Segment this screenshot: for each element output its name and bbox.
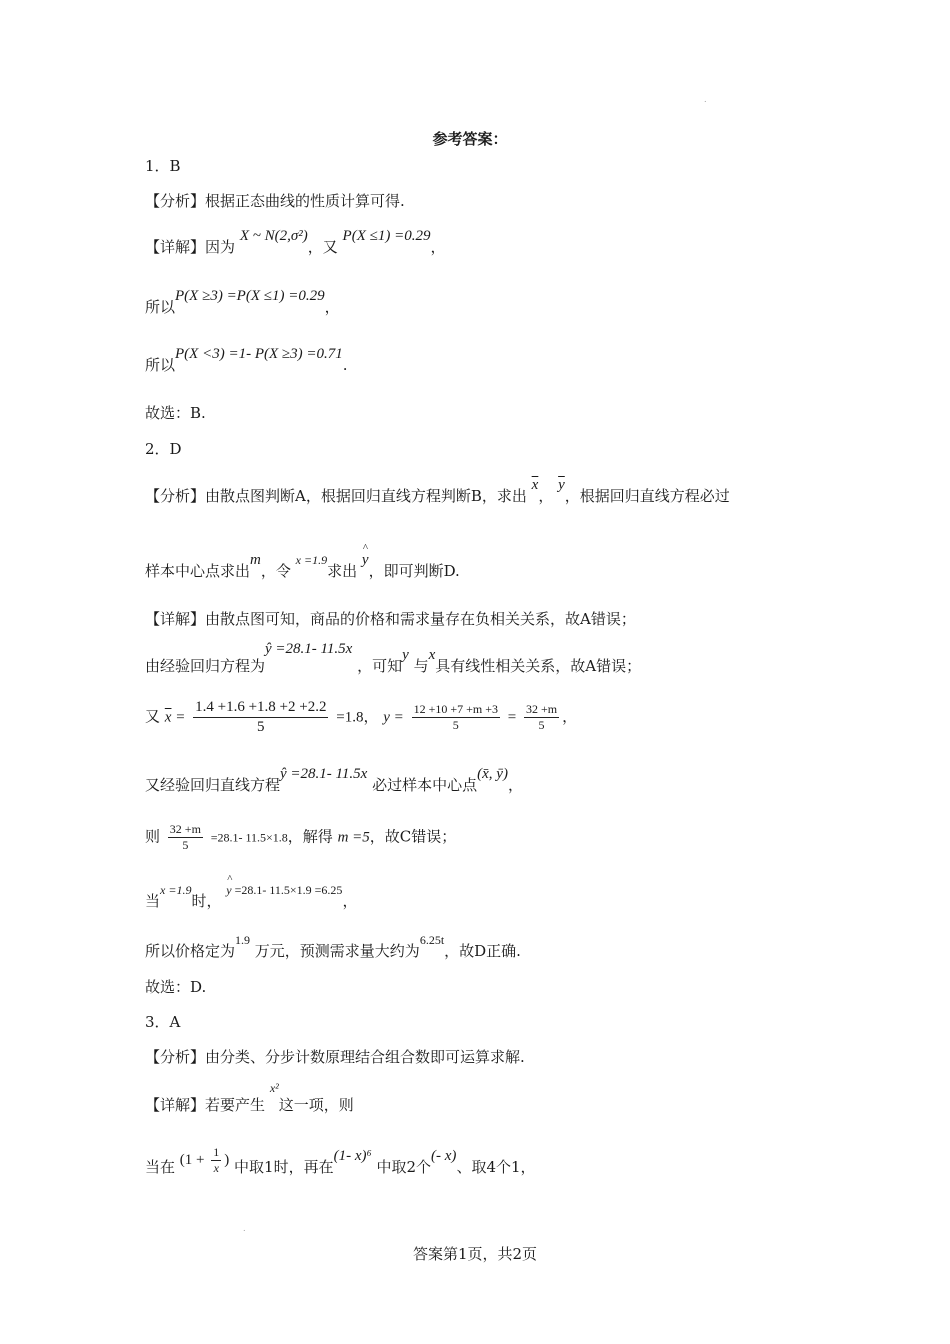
q3-mid-a: 中取1时，再在 (234, 1157, 334, 1176)
q2-m: m (250, 552, 261, 568)
q2-solve (145, 822, 456, 853)
q3-answer: 3．A (145, 1013, 181, 1031)
q1-step2 (145, 346, 348, 375)
q2-you: 又 (145, 707, 161, 726)
q2-ybar-num: 12 +10 +7 +m +3 (413, 701, 498, 716)
q2-center-pt: (x̄, ȳ) (477, 766, 508, 782)
q2-ze-den: 5 (182, 838, 189, 852)
q1-eq2: P(X <3) =1- P(X ≥3) =0.71 (175, 346, 343, 362)
q3-detail-a: 若要产生 (205, 1096, 266, 1114)
q2-dang: 当 (145, 892, 161, 910)
q1-dist: X ~ N(2,σ²) (239, 228, 308, 244)
q2-ybar-eq: = (507, 709, 517, 726)
q3-factor: (1 + $\frac{1}{x}$ ) (179, 1145, 230, 1175)
q2-center-eq: ŷ =28.1- 11.5x (280, 766, 368, 782)
q2-regression (145, 641, 642, 676)
q2-pred-x: x =1.9 (160, 883, 192, 897)
q3-negx: (- x) (431, 1147, 457, 1164)
q2-xbar-lhs: $\overline{x}$ = (164, 709, 186, 726)
q2-reg-prefix: 由经验回归方程为 (145, 657, 266, 675)
q2-ybar-lhs: y = (383, 709, 404, 726)
q2-ze-num: 32 +m (169, 822, 201, 836)
q1-cond: P(X ≤1) =0.29 (342, 228, 431, 244)
q2-shi: 时， (191, 892, 222, 910)
q3-binom: (1- x)⁶ (333, 1147, 372, 1164)
q2-center-prefix: 又经验回归直线方程 (145, 776, 281, 794)
corner-mark-top: . (704, 95, 707, 104)
corner-mark-bottom: . (243, 1224, 246, 1233)
q2-reg-x: x (428, 647, 436, 663)
q2-concl-c: ，故D正确. (444, 942, 521, 960)
q3-analysis (145, 1046, 525, 1067)
q2-ybar-den2: 5 (538, 717, 545, 732)
page-title: 参考答案： (432, 130, 508, 148)
q1-answer: 1．B (145, 157, 181, 175)
q2-analysis-text-b: ，根据回归直线方程必过 (564, 487, 730, 505)
q2-price: 1.9 (235, 933, 251, 947)
q3-detail-b: 这一项，则 (278, 1096, 354, 1114)
q2-analysis-label: 【分析】 (145, 487, 206, 505)
q2-choice: 故选：D. (145, 978, 207, 996)
q2-ze: 则 (145, 827, 161, 846)
q2-reg-yu: 与 (413, 657, 429, 675)
q3-analysis-text: 由分类、分步计数原理结合组合数即可运算求解. (205, 1048, 525, 1066)
q2-detail-text: 由散点图可知，商品的价格和需求量存在负相关关系，故A错误； (205, 610, 636, 628)
q2-ybar-num2: 32 +m (526, 701, 558, 716)
q2-concl-b: 万元，预测需求量大约为 (254, 942, 420, 960)
q3-case (145, 1145, 536, 1184)
q2-detail-label: 【详解】 (145, 610, 206, 628)
q1-eq1: P(X ≥3) =P(X ≤1) =0.29 (175, 288, 325, 304)
q2-concl-a: 所以价格定为 (145, 942, 236, 960)
q3-detail-label: 【详解】 (145, 1096, 206, 1114)
q2-xbar-res: =1.8 (336, 709, 364, 726)
q2-ybar-fraction (412, 702, 500, 733)
q2-reg-suffix: 具有线性相关关系，故A错误； (435, 657, 642, 675)
q2-analysis-text-a: 由散点图判断A，根据回归直线方程判断B，求出 (205, 487, 527, 505)
q2-center-mid: 必过样本中心点 (372, 776, 478, 794)
q2-qty: 6.25t (419, 933, 445, 947)
q2-ze-suffix: ，故C错误； (369, 827, 457, 846)
q2-xbar-den: 5 (257, 718, 265, 735)
q2-line2-a: 样本中心点求出 (145, 562, 251, 580)
q2-center: 又经验回归直线方程ŷ =28.1- 11.5x 必过样本中心点(x̄, ȳ)， (145, 766, 523, 794)
q1-step1 (145, 288, 340, 317)
q2-reg-eq: ŷ =28.1- 11.5x (265, 641, 353, 657)
q2-analysis: 【分析】由散点图判断A，根据回归直线方程判断B，求出 $\overline{x}$， $\overline{y}$，根据回归直线方程必过 (145, 477, 730, 505)
q3-detail (145, 1081, 354, 1115)
q1-choice: 故选：B. (145, 404, 206, 422)
q2-xbar-num: 1.4 +1.6 +1.8 +2 +2.2 (193, 698, 328, 718)
q2-yhat-symbol: ^ y (362, 552, 369, 569)
q3-x2: x² (269, 1081, 279, 1095)
q3-frac-num: 1 (213, 1145, 220, 1159)
q3-frac-den: x (213, 1161, 219, 1175)
q1-analysis-label: 【分析】 (145, 192, 206, 210)
q2-ze-mid: ，解得 (287, 827, 333, 846)
q2-ze-rhs: =28.1- 11.5×1.8 (210, 830, 288, 845)
q1-analysis (145, 190, 405, 211)
q2-line2-b: ，令 (260, 562, 291, 580)
q2-ybar-fraction2 (524, 702, 559, 733)
q2-ybar-symbol: $\overline{y}$ (558, 477, 565, 493)
page-footer: 答案第1页，共2页 (412, 1245, 538, 1263)
q2-pred-eq: =28.1- 11.5×1.9 =6.25 (234, 883, 343, 897)
q3-mid-b: 中取2个 (376, 1157, 432, 1176)
q2-ybar-den: 5 (452, 717, 459, 732)
q2-line2-c: 求出 (327, 562, 358, 580)
q2-prediction: 当$^{x =1.9}$时， ^ $^{y =28.1- 11.5\times 1.9 =6.25}$， (145, 890, 357, 911)
q1-analysis-text: 根据正态曲线的性质计算可得. (205, 192, 405, 210)
q3-dang: 当在 (145, 1157, 176, 1176)
q2-line2-d: ，即可判断D. (368, 562, 460, 580)
q1-detail-label: 【详解】 (145, 238, 206, 256)
q2-reg-y: y (402, 647, 409, 663)
q2-conclusion (145, 933, 521, 961)
q1-detail-prefix: 因为 (205, 238, 236, 256)
q3-analysis-label: 【分析】 (145, 1048, 206, 1066)
q2-ze-fraction (168, 822, 203, 853)
q2-xbar-symbol: $\overline{x}$ (531, 477, 539, 493)
q3-mid-c: 、取4个1， (456, 1157, 536, 1176)
q1-comma: ， (430, 238, 446, 256)
q2-reg-mid: ，可知 (357, 657, 403, 675)
q2-detail (145, 608, 636, 629)
q1-suoyi-2: 所以 (145, 356, 176, 374)
q2-analysis-line2 (145, 552, 460, 581)
q3-frac (211, 1145, 221, 1176)
q2-pred-yhat: ^ y (226, 883, 231, 898)
q2-means: 又 $\overline{x}$ = $\frac{1.4 +1.6 +1.8 +2 +2.2}{5}$ =1.8， y = $\frac{12 +10 +7 +m +3}{5}$ = $\frac{32 +m}{5}$ ， (145, 699, 578, 735)
q2-xbar-fraction (193, 698, 328, 737)
q1-suoyi-1: 所以 (145, 298, 176, 316)
q1-comma-you: ，又 (307, 238, 338, 256)
q2-m-eq: m =5 (337, 829, 370, 846)
q1-period: . (342, 356, 348, 374)
q2-pred-expr (226, 883, 342, 897)
q1-detail (145, 228, 446, 257)
q2-x-val: x =1.9 (295, 553, 328, 567)
q2-answer: 2．D (145, 440, 182, 458)
q1-comma-2: ， (324, 298, 340, 316)
